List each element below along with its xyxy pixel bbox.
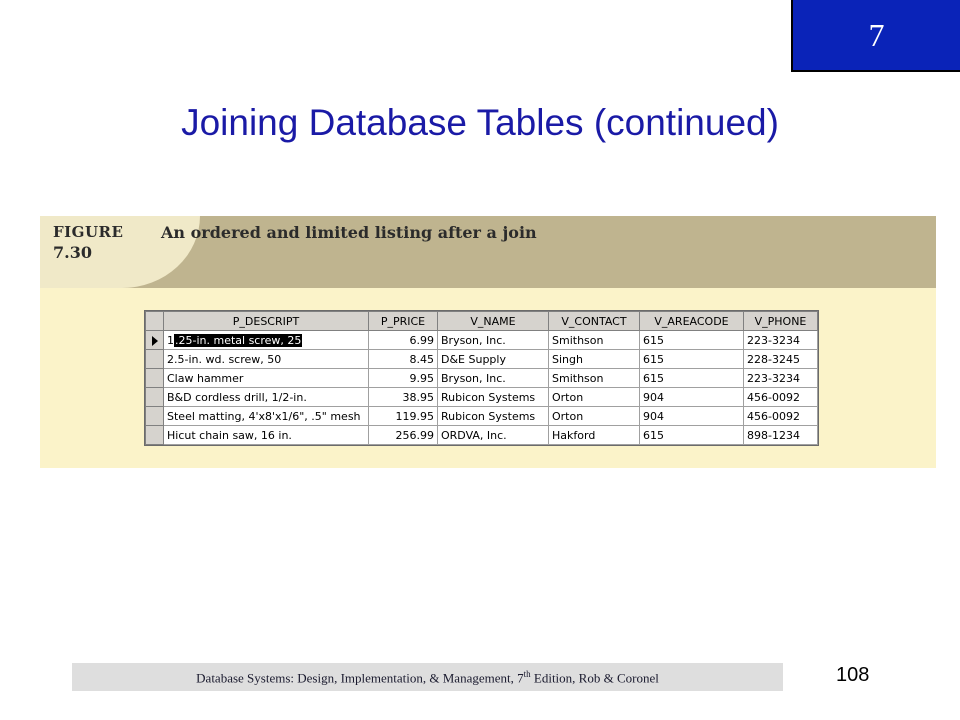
column-header-v-phone[interactable]: V_PHONE <box>744 312 818 331</box>
figure-label: FIGURE <box>53 223 124 241</box>
page-number: 108 <box>836 664 870 686</box>
cell-p-descript[interactable]: B&D cordless drill, 1/2-in. <box>164 388 369 407</box>
footer-text-end: Edition, Rob & Coronel <box>530 670 659 686</box>
row-selector[interactable] <box>146 350 164 369</box>
row-selector-header[interactable] <box>146 312 164 331</box>
cell-v-name[interactable]: Rubicon Systems <box>438 407 549 426</box>
cell-p-descript[interactable]: Hicut chain saw, 16 in. <box>164 426 369 445</box>
row-selector[interactable] <box>146 388 164 407</box>
slide-title: Joining Database Tables (continued) <box>181 102 779 143</box>
current-record-pointer-icon <box>152 336 158 346</box>
row-selector[interactable] <box>146 426 164 445</box>
cell-p-price[interactable]: 38.95 <box>369 388 438 407</box>
row-selector[interactable] <box>146 407 164 426</box>
cell-v-name[interactable]: Rubicon Systems <box>438 388 549 407</box>
cell-v-areacode[interactable]: 904 <box>640 407 744 426</box>
cell-p-descript[interactable]: Steel matting, 4'x8'x1/6", .5" mesh <box>164 407 369 426</box>
cell-v-areacode[interactable]: 615 <box>640 350 744 369</box>
cell-v-phone[interactable]: 456-0092 <box>744 407 818 426</box>
footer-bar <box>72 663 783 691</box>
cell-v-name[interactable]: D&E Supply <box>438 350 549 369</box>
cell-p-price[interactable]: 6.99 <box>369 331 438 350</box>
cell-v-phone[interactable]: 223-3234 <box>744 331 818 350</box>
cell-p-price[interactable]: 9.95 <box>369 369 438 388</box>
cell-prefix: 1 <box>167 333 174 347</box>
cell-v-phone[interactable]: 898-1234 <box>744 426 818 445</box>
cell-p-price[interactable]: 8.45 <box>369 350 438 369</box>
cell-v-contact[interactable]: Smithson <box>549 331 640 350</box>
cell-v-contact[interactable]: Smithson <box>549 369 640 388</box>
cell-v-phone[interactable]: 228-3245 <box>744 350 818 369</box>
cell-v-name[interactable]: Bryson, Inc. <box>438 331 549 350</box>
table-row <box>146 407 818 426</box>
figure-number: 7.30 <box>53 243 92 262</box>
figure-caption: An ordered and limited listing after a join <box>161 223 537 242</box>
column-header-p-descript[interactable]: P_DESCRIPT <box>164 312 369 331</box>
table-row <box>146 350 818 369</box>
grid-header-row <box>146 312 818 331</box>
footer-citation <box>72 669 783 686</box>
row-selector[interactable] <box>146 369 164 388</box>
column-header-v-name[interactable]: V_NAME <box>438 312 549 331</box>
cell-v-contact[interactable]: Orton <box>549 388 640 407</box>
cell-p-descript[interactable]: Claw hammer <box>164 369 369 388</box>
cell-v-contact[interactable]: Singh <box>549 350 640 369</box>
cell-v-contact[interactable]: Orton <box>549 407 640 426</box>
footer-text-main: Database Systems: Design, Implementation, & Management, 7 <box>196 670 524 686</box>
cell-v-contact[interactable]: Hakford <box>549 426 640 445</box>
column-header-v-contact[interactable]: V_CONTACT <box>549 312 640 331</box>
cell-v-name[interactable]: ORDVA, Inc. <box>438 426 549 445</box>
table-row <box>146 426 818 445</box>
query-result-grid <box>145 311 818 445</box>
cell-v-phone[interactable]: 223-3234 <box>744 369 818 388</box>
column-header-v-areacode[interactable]: V_AREACODE <box>640 312 744 331</box>
cell-v-areacode[interactable]: 904 <box>640 388 744 407</box>
table-row <box>146 388 818 407</box>
table-row <box>146 369 818 388</box>
cell-p-descript[interactable]: 2.5-in. wd. screw, 50 <box>164 350 369 369</box>
table-row <box>146 331 818 350</box>
cell-v-areacode[interactable]: 615 <box>640 369 744 388</box>
selected-cell-text: .25-in. metal screw, 25 <box>175 333 302 347</box>
cell-p-price[interactable]: 119.95 <box>369 407 438 426</box>
cell-v-areacode[interactable]: 615 <box>640 331 744 350</box>
column-header-p-price[interactable]: P_PRICE <box>369 312 438 331</box>
cell-v-name[interactable]: Bryson, Inc. <box>438 369 549 388</box>
chapter-number-badge <box>791 0 960 72</box>
row-selector[interactable] <box>146 331 164 350</box>
cell-v-phone[interactable]: 456-0092 <box>744 388 818 407</box>
figure-header <box>40 216 936 288</box>
cell-p-price[interactable]: 256.99 <box>369 426 438 445</box>
cell-v-areacode[interactable]: 615 <box>640 426 744 445</box>
chapter-number: 7 <box>868 16 885 53</box>
footer-superscript: th <box>523 669 531 679</box>
cell-p-descript[interactable] <box>164 331 369 350</box>
